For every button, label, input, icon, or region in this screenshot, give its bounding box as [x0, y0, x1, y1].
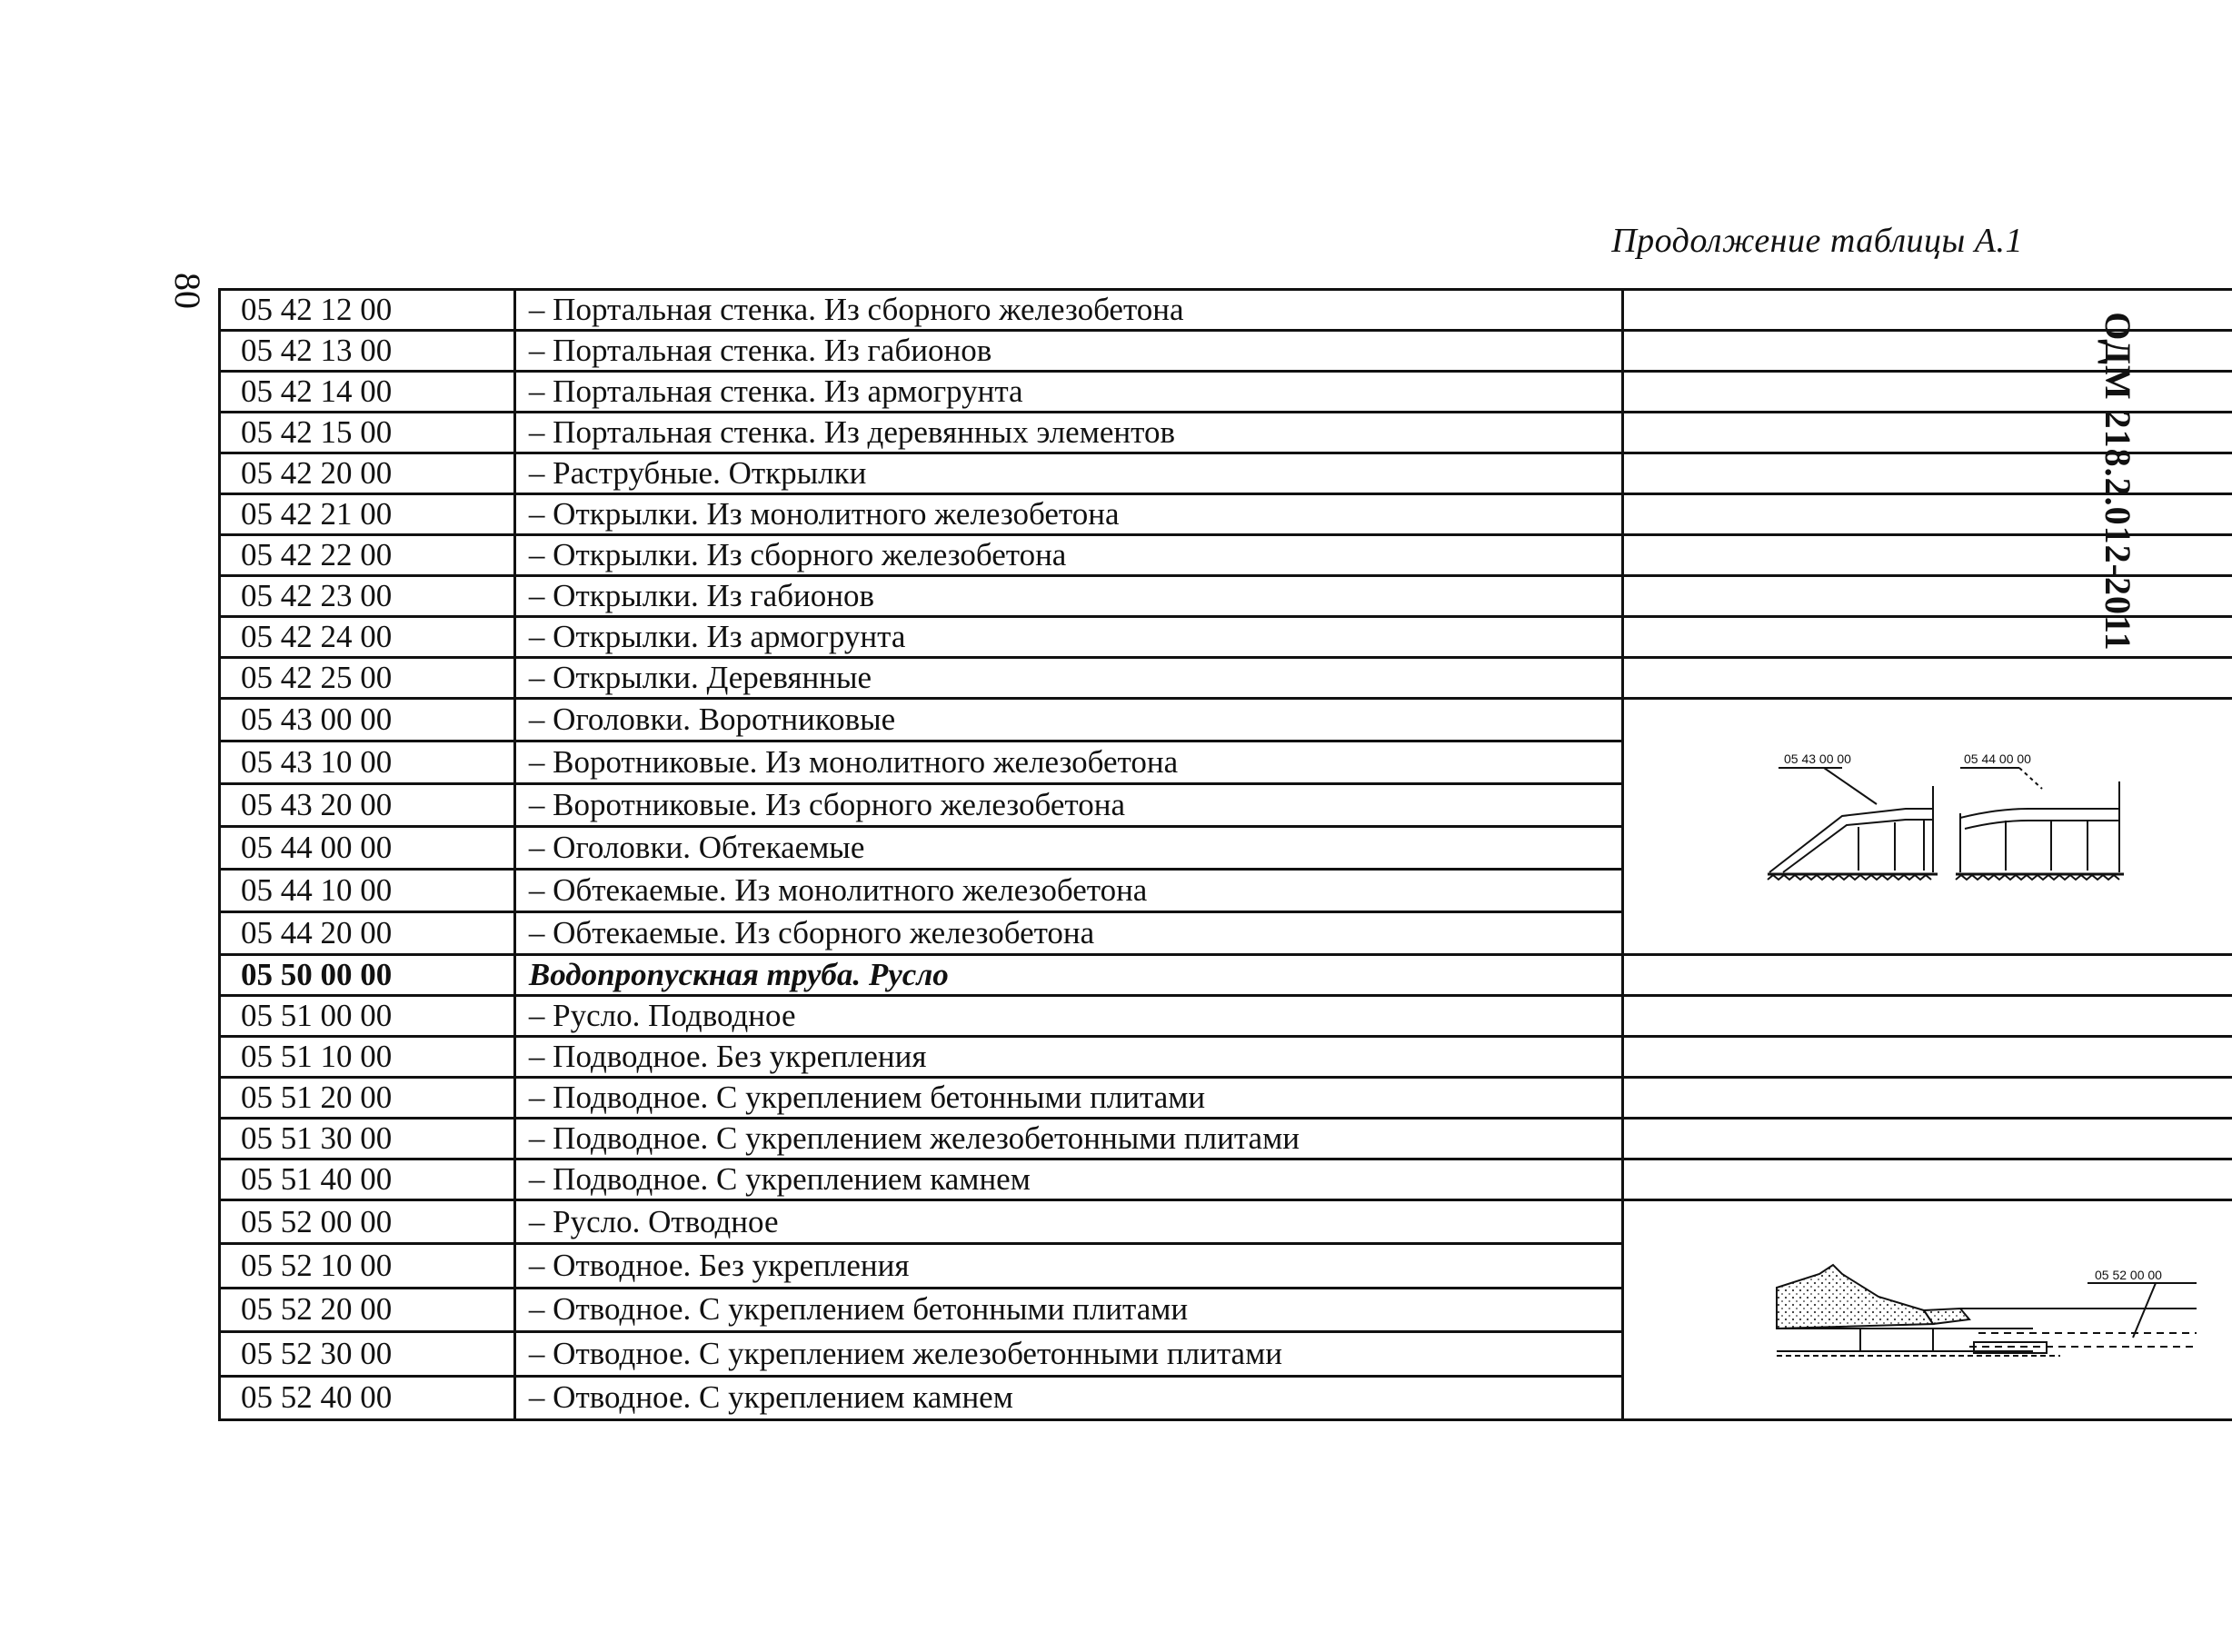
code-cell: 05 51 00 00: [220, 996, 515, 1037]
code-cell: 05 42 13 00: [220, 331, 515, 372]
description-cell: – Портальная стенка. Из деревянных элементов: [514, 413, 1622, 453]
figure-label: 05 44 00 00: [1964, 751, 2032, 766]
description-cell: – Открылки. Из сборного железобетона: [514, 535, 1622, 576]
description-cell: – Раструбные. Открылки: [514, 453, 1622, 494]
table-row: [220, 372, 2232, 413]
description-cell: – Русло. Подводное: [514, 996, 1622, 1037]
description-cell: – Портальная стенка. Из армогрунта: [514, 372, 1622, 413]
image-cell: [1623, 1037, 2232, 1078]
description-cell: – Подводное. С укреплением бетонными плитами: [514, 1078, 1622, 1119]
code-cell: 05 42 25 00: [220, 658, 515, 699]
code-cell: 05 42 14 00: [220, 372, 515, 413]
table-row: [220, 1200, 2232, 1244]
description-cell: – Открылки. Деревянные: [514, 658, 1622, 699]
description-cell: – Воротниковые. Из сборного железобетона: [514, 784, 1622, 827]
code-cell: 05 42 22 00: [220, 535, 515, 576]
image-cell: [1623, 617, 2232, 658]
image-cell: [1623, 658, 2232, 699]
image-cell: [1623, 576, 2232, 617]
description-cell: – Портальная стенка. Из габионов: [514, 331, 1622, 372]
image-cell: [1623, 290, 2232, 331]
code-cell: 05 51 40 00: [220, 1159, 515, 1200]
table-row: [220, 1078, 2232, 1119]
channel-figure-cell: [1623, 1200, 2232, 1420]
code-cell: 05 44 10 00: [220, 870, 515, 912]
code-cell: 05 42 21 00: [220, 494, 515, 535]
code-cell: 05 51 10 00: [220, 1037, 515, 1078]
description-cell: – Открылки. Из габионов: [514, 576, 1622, 617]
image-cell: [1623, 372, 2232, 413]
table-row: [220, 658, 2232, 699]
description-cell: – Оголовки. Воротниковые: [514, 699, 1622, 741]
code-cell: 05 43 10 00: [220, 741, 515, 784]
description-cell: – Отводное. С укреплением бетонными плитами: [514, 1288, 1622, 1331]
headwall-drawing: [1660, 700, 2206, 945]
description-cell: – Русло. Отводное: [514, 1200, 1622, 1244]
figure-label: 05 43 00 00: [1784, 751, 1852, 766]
classification-table: [218, 288, 2232, 1421]
code-cell: 05 52 00 00: [220, 1200, 515, 1244]
table-row: [220, 576, 2232, 617]
image-cell: [1623, 1078, 2232, 1119]
code-cell: 05 51 20 00: [220, 1078, 515, 1119]
description-cell: – Подводное. С укреплением железобетонными плитами: [514, 1119, 1622, 1159]
code-cell: 05 42 20 00: [220, 453, 515, 494]
description-cell: – Портальная стенка. Из сборного железобетона: [514, 290, 1622, 331]
page-number: 80: [167, 273, 208, 309]
headwall-figure-cell: [1623, 699, 2232, 955]
table-row: [220, 453, 2232, 494]
table-row: [220, 699, 2232, 741]
table-row: [220, 617, 2232, 658]
image-cell: [1623, 535, 2232, 576]
code-cell: 05 42 12 00: [220, 290, 515, 331]
code-cell: 05 42 23 00: [220, 576, 515, 617]
table-row: [220, 290, 2232, 331]
code-cell: 05 52 20 00: [220, 1288, 515, 1331]
description-cell: – Отводное. С укреплением железобетонными плитами: [514, 1332, 1622, 1376]
table-row: [220, 1037, 2232, 1078]
code-cell: 05 50 00 00: [220, 955, 515, 996]
table-row: [220, 331, 2232, 372]
image-cell: [1623, 955, 2232, 996]
table-row: [220, 996, 2232, 1037]
code-cell: 05 44 00 00: [220, 827, 515, 870]
figure-label: 05 52 00 00: [2095, 1268, 2163, 1282]
code-cell: 05 43 20 00: [220, 784, 515, 827]
description-cell: – Воротниковые. Из монолитного железобетона: [514, 741, 1622, 784]
code-cell: 05 42 24 00: [220, 617, 515, 658]
description-cell: – Открылки. Из монолитного железобетона: [514, 494, 1622, 535]
code-cell: 05 44 20 00: [220, 912, 515, 955]
table-row: [220, 413, 2232, 453]
description-cell: – Оголовки. Обтекаемые: [514, 827, 1622, 870]
image-cell: [1623, 453, 2232, 494]
image-cell: [1623, 494, 2232, 535]
description-cell: – Подводное. С укреплением камнем: [514, 1159, 1622, 1200]
code-cell: 05 52 10 00: [220, 1244, 515, 1288]
description-cell: – Подводное. Без укрепления: [514, 1037, 1622, 1078]
code-cell: 05 52 40 00: [220, 1376, 515, 1419]
image-cell: [1623, 331, 2232, 372]
description-cell: – Обтекаемые. Из монолитного железобетона: [514, 870, 1622, 912]
code-cell: 05 52 30 00: [220, 1332, 515, 1376]
table-row: [220, 1159, 2232, 1200]
code-cell: 05 43 00 00: [220, 699, 515, 741]
image-cell: [1623, 996, 2232, 1037]
description-cell: – Отводное. С укреплением камнем: [514, 1376, 1622, 1419]
image-cell: [1623, 413, 2232, 453]
channel-drawing: [1660, 1201, 2206, 1410]
description-cell: – Открылки. Из армогрунта: [514, 617, 1622, 658]
code-cell: 05 51 30 00: [220, 1119, 515, 1159]
table-row: [220, 955, 2232, 996]
table-row: [220, 535, 2232, 576]
image-cell: [1623, 1119, 2232, 1159]
description-cell: Водопропускная труба. Русло: [514, 955, 1622, 996]
table-row: [220, 494, 2232, 535]
description-cell: – Обтекаемые. Из сборного железобетона: [514, 912, 1622, 955]
document-code: ОДМ 218.2.012-2011: [2097, 312, 2138, 652]
code-cell: 05 42 15 00: [220, 413, 515, 453]
table-row: [220, 1119, 2232, 1159]
image-cell: [1623, 1159, 2232, 1200]
table-continuation-caption: Продолжение таблицы А.1: [1611, 222, 2023, 260]
description-cell: – Отводное. Без укрепления: [514, 1244, 1622, 1288]
